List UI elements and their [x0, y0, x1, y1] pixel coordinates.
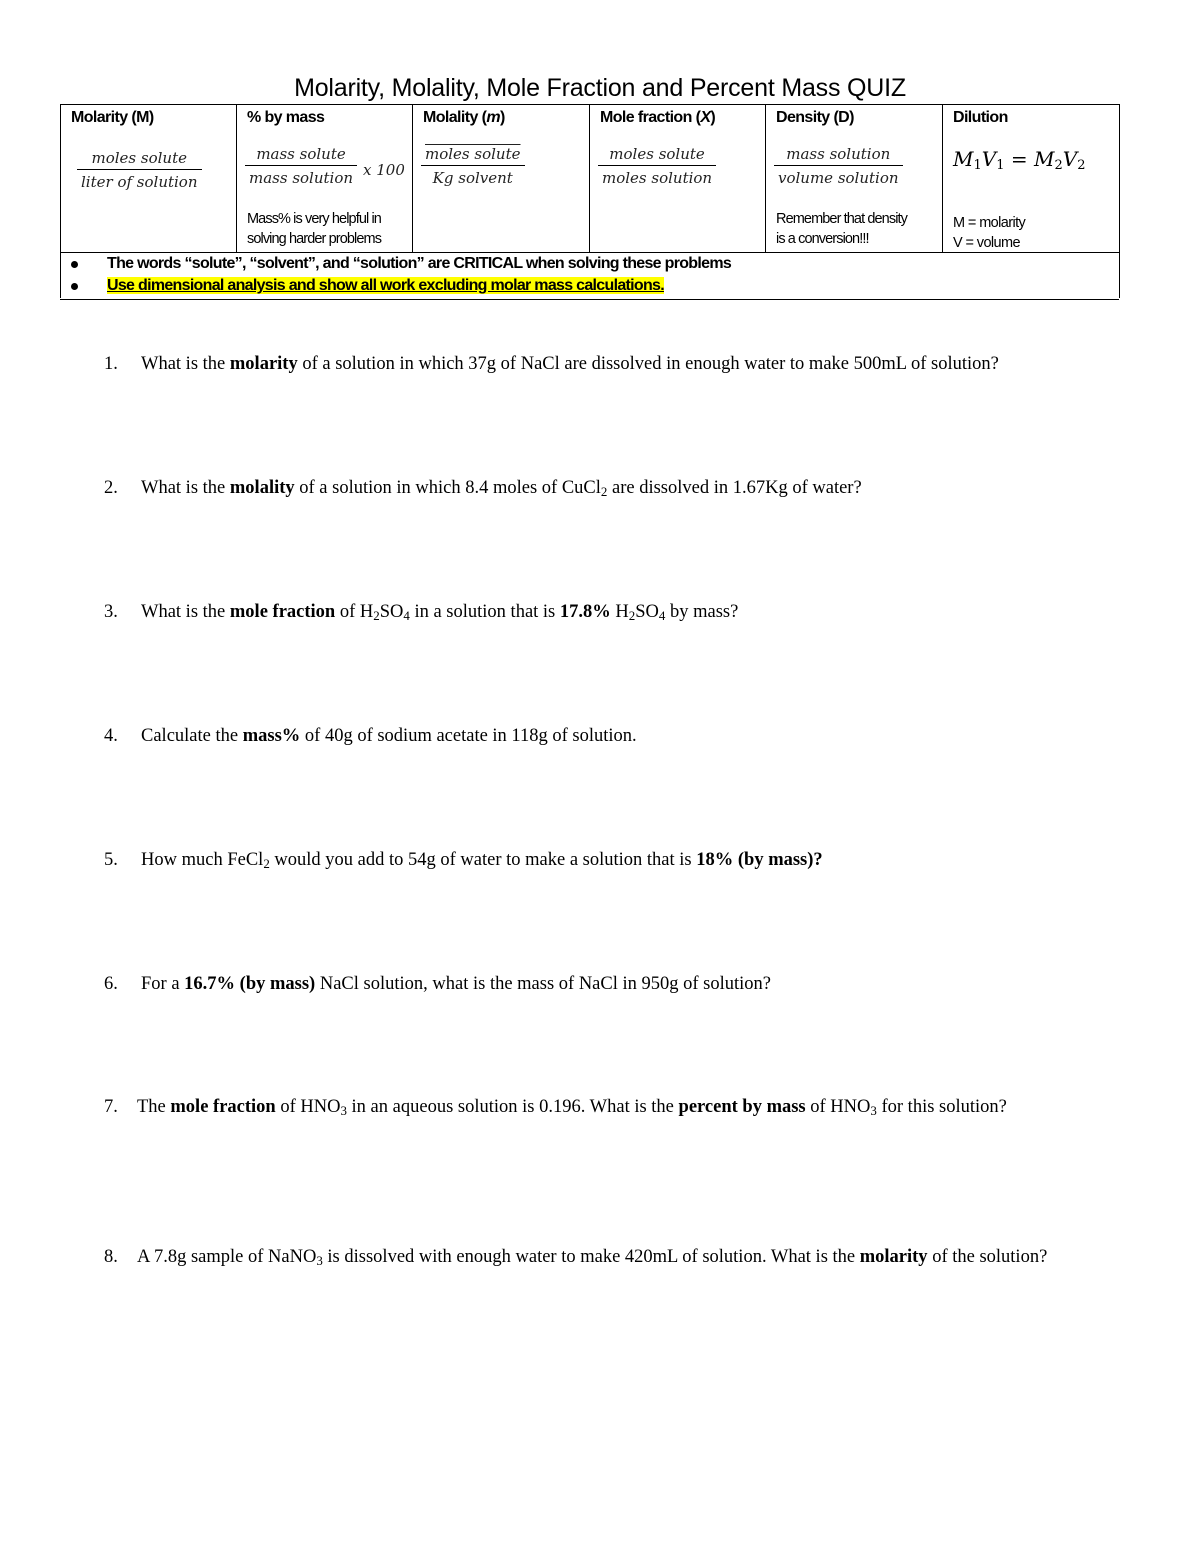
q7-sub2: 3	[870, 1103, 877, 1118]
question-text	[141, 475, 1134, 505]
q5-subscript: 2	[263, 856, 270, 871]
dilution-note-line2: V = volume	[953, 235, 1020, 251]
q6-keyword: 16.7% (by mass)	[184, 974, 316, 994]
q4-keyword: mass%	[242, 726, 301, 746]
molarity-cell	[61, 105, 237, 253]
mole-fraction-numerator: moles solute	[598, 145, 716, 166]
dilution-v1-sub: 1	[996, 158, 1005, 173]
question-text	[137, 1244, 1134, 1274]
question-number: 7.	[104, 1097, 118, 1117]
q1-text-c: of a solution in which 37g of NaCl are dissolved in enough water to make 500mL of solution?	[297, 354, 999, 374]
q3-sub4: 4	[658, 608, 666, 623]
question-number: 2.	[104, 478, 118, 498]
q3-sub3: 2	[628, 608, 636, 623]
q7-keyword-2: percent by mass	[678, 1097, 806, 1117]
molarity-formula	[77, 149, 202, 191]
q7-text-f: of HNO	[805, 1097, 871, 1117]
percent-mass-denominator: mass solution	[249, 169, 354, 187]
q6-text-a: For a	[141, 974, 185, 994]
molality-formula	[421, 145, 525, 187]
percent-mass-numerator: mass solute	[245, 145, 357, 166]
bullet-dot-icon	[71, 261, 78, 268]
q4-text-a: Calculate the	[141, 726, 243, 746]
percent-mass-note-line1: Mass% is very helpful in	[247, 211, 381, 227]
dilution-equals: =	[1004, 147, 1034, 171]
molality-cell	[413, 105, 590, 253]
q3-text-g: H	[610, 602, 629, 622]
q8-subscript: 3	[316, 1253, 323, 1268]
molality-denominator: Kg solvent	[432, 169, 513, 187]
mole-fraction-header-var: X	[700, 109, 711, 126]
q2-text-d: are dissolved in 1.67Kg of water?	[607, 478, 862, 498]
instructions-list	[61, 253, 1119, 298]
q6-text-c: NaCl solution, what is the mass of NaCl in 950g of solution?	[315, 974, 772, 994]
molarity-denominator: liter of solution	[81, 173, 198, 191]
instruction-item-dimensional-analysis	[61, 277, 664, 295]
dilution-m1: M	[953, 147, 974, 171]
q2-subscript: 2	[600, 484, 608, 499]
question-text	[141, 599, 1134, 629]
q3-text-d: SO	[379, 602, 404, 622]
density-note-line1: Remember that density	[776, 211, 907, 227]
q8-keyword: molarity	[859, 1247, 928, 1267]
q3-text-a: What is the	[141, 602, 230, 622]
question-8	[104, 1244, 1134, 1274]
instruction-text-dimensional-analysis: Use dimensional analysis and show all work excluding molar mass calculations.	[107, 277, 664, 294]
question-text	[141, 723, 1134, 749]
question-7	[104, 1094, 1134, 1124]
q2-text-c: of a solution in which 8.4 moles of CuCl	[294, 478, 601, 498]
question-number: 1.	[104, 354, 118, 374]
dilution-m1-sub: 1	[973, 158, 982, 173]
q7-text-g: for this solution?	[876, 1097, 1007, 1117]
q1-text-a: What is the	[141, 354, 230, 374]
dilution-m2: M	[1033, 147, 1055, 171]
percent-mass-note	[247, 209, 381, 249]
question-text	[141, 351, 1134, 377]
density-header: Density (D)	[776, 109, 854, 126]
question-2	[104, 475, 1134, 505]
percent-mass-multiplier: x 100	[363, 161, 405, 179]
mole-fraction-denominator: moles solution	[602, 169, 713, 187]
dilution-note-line1: M = molarity	[953, 215, 1026, 231]
density-note-line2: is a conversion!!!	[776, 231, 869, 247]
dilution-cell	[943, 105, 1120, 253]
q8-text-d: of the solution?	[927, 1247, 1048, 1267]
instruction-item-critical-words	[61, 255, 731, 273]
q2-text-a: What is the	[141, 478, 230, 498]
q7-sub1: 3	[340, 1103, 347, 1118]
question-4	[104, 723, 1134, 749]
molality-header	[423, 109, 505, 127]
q8-text-c: is dissolved with enough water to make 420mL of solution. What is the	[322, 1247, 860, 1267]
molality-header-text: Molality (	[423, 109, 487, 126]
question-text	[141, 847, 1134, 877]
question-number: 4.	[104, 726, 118, 746]
percent-mass-note-line2: solving harder problems	[247, 231, 382, 247]
density-note	[776, 209, 907, 249]
question-text	[137, 1094, 1134, 1124]
question-number: 8.	[104, 1247, 118, 1267]
question-number: 6.	[104, 974, 118, 994]
q4-text-c: of 40g of sodium acetate in 118g of solution.	[300, 726, 637, 746]
dilution-v1: V	[981, 147, 997, 171]
dilution-header: Dilution	[953, 109, 1008, 126]
q3-keyword: mole fraction	[229, 602, 336, 622]
instructions-cell	[61, 253, 1120, 299]
density-denominator: volume solution	[778, 169, 899, 187]
instruction-text-critical-words: The words “solute”, “solvent”, and “solution” are CRITICAL when solving these problems	[107, 255, 732, 272]
q3-sub1: 2	[373, 608, 380, 623]
q7-text-a: The	[137, 1097, 171, 1117]
molality-header-var: m	[486, 109, 500, 126]
molarity-numerator: moles solute	[77, 149, 202, 170]
mole-fraction-header	[600, 109, 715, 127]
q7-text-d: in an aqueous solution is 0.196. What is the	[346, 1097, 679, 1117]
molality-header-end: )	[499, 109, 505, 126]
mole-fraction-header-text: Mole fraction (	[600, 109, 701, 126]
q2-keyword: molality	[229, 478, 295, 498]
q1-keyword: molarity	[229, 354, 298, 374]
molarity-header: Molarity (M)	[71, 109, 154, 126]
q8-text-a: A 7.8g sample of NaNO	[137, 1247, 317, 1267]
q3-text-i: by mass?	[665, 602, 739, 622]
q3-text-h: SO	[635, 602, 659, 622]
question-text	[141, 971, 1134, 997]
q3-text-e: in a solution that is	[409, 602, 560, 622]
density-formula	[774, 145, 903, 187]
mole-fraction-formula	[598, 145, 716, 187]
molality-numerator-text: moles solute	[425, 145, 521, 163]
question-6	[104, 971, 1134, 997]
mole-fraction-header-end: )	[710, 109, 716, 126]
q5-text-a: How much FeCl	[141, 850, 264, 870]
molality-numerator	[421, 145, 525, 166]
question-number: 5.	[104, 850, 118, 870]
q5-text-c: would you add to 54g of water to make a solution that is	[269, 850, 697, 870]
mole-fraction-cell	[590, 105, 766, 253]
dilution-m2-sub: 2	[1054, 158, 1063, 173]
question-1	[104, 351, 1134, 377]
question-5	[104, 847, 1134, 877]
dilution-v2-sub: 2	[1077, 158, 1086, 173]
dilution-equation	[953, 147, 1085, 173]
q7-text-c: of HNO	[275, 1097, 341, 1117]
q7-keyword: mole fraction	[170, 1097, 276, 1117]
dilution-note	[953, 213, 1025, 253]
table-bottom-rule	[60, 299, 1119, 300]
bullet-dot-icon	[71, 283, 78, 290]
page-title: Molarity, Molality, Mole Fraction and Percent Mass QUIZ	[294, 74, 906, 102]
percent-mass-cell	[237, 105, 413, 253]
percent-mass-header: % by mass	[247, 109, 325, 126]
formula-reference-table	[60, 104, 1120, 298]
dilution-v2: V	[1062, 147, 1078, 171]
q3-sub2: 4	[403, 608, 410, 623]
q5-keyword: 18% (by mass)?	[696, 850, 823, 870]
question-3	[104, 599, 1134, 629]
q3-percent: 17.8%	[559, 602, 611, 622]
percent-mass-formula	[245, 145, 357, 187]
density-numerator: mass solution	[774, 145, 903, 166]
density-cell	[766, 105, 943, 253]
question-number: 3.	[104, 602, 118, 622]
q3-text-c: of H	[335, 602, 374, 622]
